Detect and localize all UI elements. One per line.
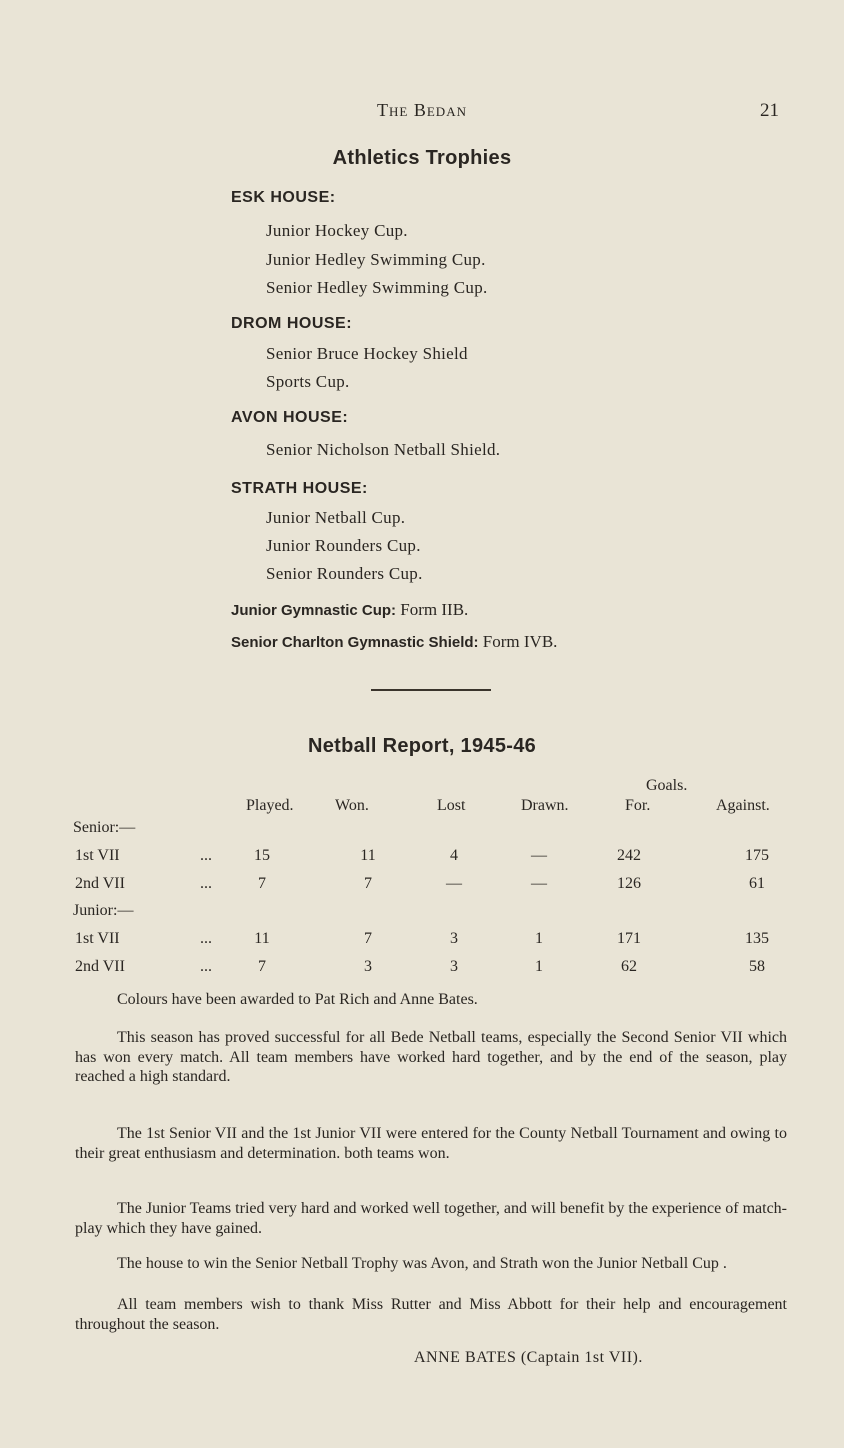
athletics-title: Athletics Trophies <box>332 147 512 169</box>
col-played: Played. <box>246 797 294 814</box>
table-cell: 135 <box>745 930 769 947</box>
team-label: 2nd VII <box>75 875 125 892</box>
trophy-item: Senior Rounders Cup. <box>266 564 423 583</box>
trophy-item: Junior Netball Cup. <box>266 508 406 527</box>
gymnastic-junior <box>231 600 468 620</box>
house-strath: STRATH HOUSE: <box>231 480 368 497</box>
table-cell: 3 <box>364 958 372 975</box>
gymnastic-label: Senior Charlton Gymnastic Shield: <box>231 634 479 651</box>
table-cell: 58 <box>749 958 765 975</box>
table-cell: 171 <box>617 930 641 947</box>
house-avon: AVON HOUSE: <box>231 409 349 426</box>
report-paragraph: The Junior Teams tried very hard and worked well together, and will benefit by the experience of match-play which they have gained. <box>75 1200 787 1237</box>
table-cell: — <box>531 847 547 864</box>
table-cell: 1 <box>535 930 543 947</box>
gymnastic-value: Form IVB. <box>482 632 558 651</box>
gymnastic-label: Junior Gymnastic Cup: <box>231 602 397 619</box>
team-label: 1st VII <box>75 847 120 864</box>
group-label-junior: Junior:— <box>73 902 134 919</box>
netball-title: Netball Report, 1945-46 <box>307 735 537 757</box>
table-cell: 61 <box>749 875 765 892</box>
table-cell: 7 <box>258 958 266 975</box>
report-paragraph: All team members wish to thank Miss Rutter and Miss Abbott for their help and encouragement throughout the season. <box>75 1296 787 1333</box>
table-cell: 11 <box>360 847 376 864</box>
report-paragraph: This season has proved successful for all Bede Netball teams, especially the Second Senior VII which has won every match. All team members have worked hard together, and by the end of the season, play reached a high standard. <box>75 1029 787 1085</box>
house-drom: DROM HOUSE: <box>231 315 353 332</box>
table-cell: 7 <box>364 930 372 947</box>
goals-header: Goals. <box>646 777 688 794</box>
col-lost: Lost <box>437 797 466 814</box>
report-paragraph: The 1st Senior VII and the 1st Junior VII were entered for the County Netball Tournament and owing to their great enthusiasm and determination. both teams won. <box>75 1125 787 1162</box>
trophy-item: Sports Cup. <box>266 372 350 391</box>
house-esk: ESK HOUSE: <box>231 189 336 206</box>
gymnastic-value: Form IIB. <box>400 600 469 619</box>
team-label: 1st VII <box>75 930 120 947</box>
gymnastic-senior <box>231 632 557 652</box>
running-title: The Bedan <box>377 100 467 120</box>
signature: ANNE BATES (Captain 1st VII). <box>414 1349 643 1366</box>
table-cell: 3 <box>450 930 458 947</box>
col-against: Against. <box>716 797 770 814</box>
leader-dots: ... <box>200 958 212 975</box>
table-cell: 242 <box>617 847 641 864</box>
table-cell: 3 <box>450 958 458 975</box>
leader-dots: ... <box>200 930 212 947</box>
trophy-item: Junior Hockey Cup. <box>266 221 408 240</box>
leader-dots: ... <box>200 875 212 892</box>
page-number: 21 <box>760 100 779 121</box>
section-divider <box>371 689 491 691</box>
col-drawn: Drawn. <box>521 797 569 814</box>
col-for: For. <box>625 797 651 814</box>
table-cell: 7 <box>258 875 266 892</box>
trophy-item: Junior Hedley Swimming Cup. <box>266 250 486 269</box>
report-paragraph: The house to win the Senior Netball Trophy was Avon, and Strath won the Junior Netball Cup . <box>117 1255 727 1272</box>
table-cell: 15 <box>254 847 270 864</box>
leader-dots: ... <box>200 847 212 864</box>
col-won: Won. <box>335 797 369 814</box>
table-cell: — <box>531 875 547 892</box>
table-cell: 62 <box>621 958 637 975</box>
colours-note: Colours have been awarded to Pat Rich and Anne Bates. <box>117 991 478 1008</box>
table-cell: 175 <box>745 847 769 864</box>
table-cell: 11 <box>254 930 270 947</box>
group-label-senior: Senior:— <box>73 819 136 836</box>
table-cell: 1 <box>535 958 543 975</box>
team-label: 2nd VII <box>75 958 125 975</box>
table-cell: 4 <box>450 847 458 864</box>
trophy-item: Senior Bruce Hockey Shield <box>266 344 468 363</box>
trophy-item: Senior Nicholson Netball Shield. <box>266 440 501 459</box>
trophy-item: Junior Rounders Cup. <box>266 536 421 555</box>
table-cell: 126 <box>617 875 641 892</box>
table-cell: — <box>446 875 462 892</box>
trophy-item: Senior Hedley Swimming Cup. <box>266 278 488 297</box>
table-cell: 7 <box>364 875 372 892</box>
